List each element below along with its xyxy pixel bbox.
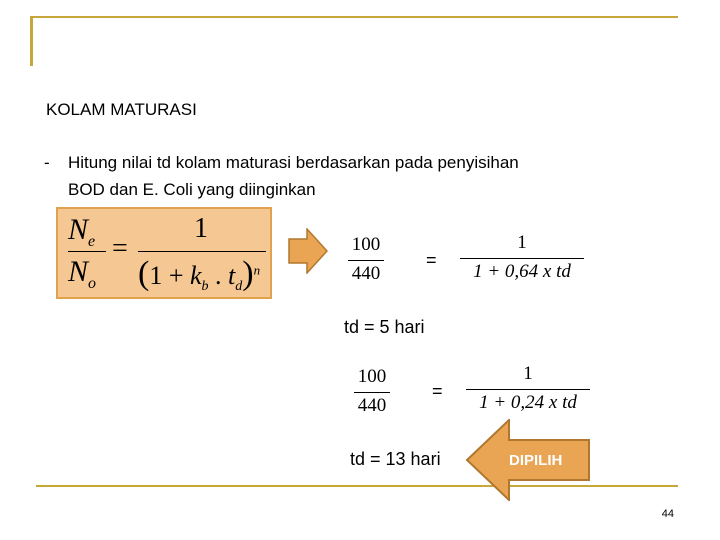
formula-one-plus: 1 + (149, 261, 190, 290)
frame-top-line (30, 16, 678, 18)
formula-ne-main: N (68, 213, 89, 246)
formula-open-paren: ( (138, 255, 150, 292)
case2-rhs-den: 1 + 0,24 x td (479, 392, 577, 413)
callout-label: DIPILIH (509, 452, 563, 469)
formula-one: 1 (194, 213, 208, 244)
formula-exponent: n (253, 262, 261, 278)
case2-left-bar (354, 392, 390, 393)
bullet-text (68, 149, 688, 203)
case1-num: 100 (351, 234, 381, 255)
case2-rhs-num: 1 (523, 363, 533, 384)
formula-k: k (190, 261, 202, 290)
formula-ne-sub: e (88, 233, 96, 250)
case1-result: td = 5 hari (344, 317, 425, 337)
formula-close-paren: ) (242, 255, 254, 292)
formula-t: t (228, 261, 236, 290)
page-number: 44 (661, 508, 674, 520)
bullet-marker: - (44, 153, 50, 172)
slide-title: KOLAM MATURASI (46, 100, 197, 119)
formula-k-sub: b (201, 279, 209, 295)
formula-right-denominator (138, 255, 260, 295)
formula-equals: = (112, 233, 128, 264)
case2-equals: = (432, 381, 443, 401)
case1-den: 440 (351, 263, 381, 284)
case1-rhs-bar (460, 258, 584, 259)
case2-num: 100 (357, 366, 387, 387)
formula-no-sub: o (88, 275, 97, 292)
case2-rhs-bar (466, 389, 590, 390)
bullet-line-2: BOD dan E. Coli yang diinginkan (68, 180, 316, 199)
bullet-line-1: Hitung nilai td kolam maturasi berdasarkan pada penyisihan (68, 153, 519, 172)
formula-t-sub: d (235, 279, 243, 295)
case2-result: td = 13 hari (350, 449, 441, 469)
case2-den: 440 (357, 395, 387, 416)
case1-rhs-num: 1 (517, 232, 527, 253)
formula-right-fraction-bar (138, 251, 266, 252)
formula-numerator (68, 213, 95, 251)
formula-no-main: N (68, 255, 89, 288)
case1-left-bar (348, 260, 384, 261)
formula-dot: . (208, 261, 229, 290)
right-arrow-icon (288, 228, 328, 274)
formula-denominator (68, 255, 96, 293)
case1-equals: = (426, 250, 437, 270)
case1-rhs-den: 1 + 0,64 x td (473, 261, 571, 282)
frame-left-line (30, 16, 33, 66)
formula-left-fraction-bar (68, 251, 106, 252)
formula-box (56, 207, 272, 299)
